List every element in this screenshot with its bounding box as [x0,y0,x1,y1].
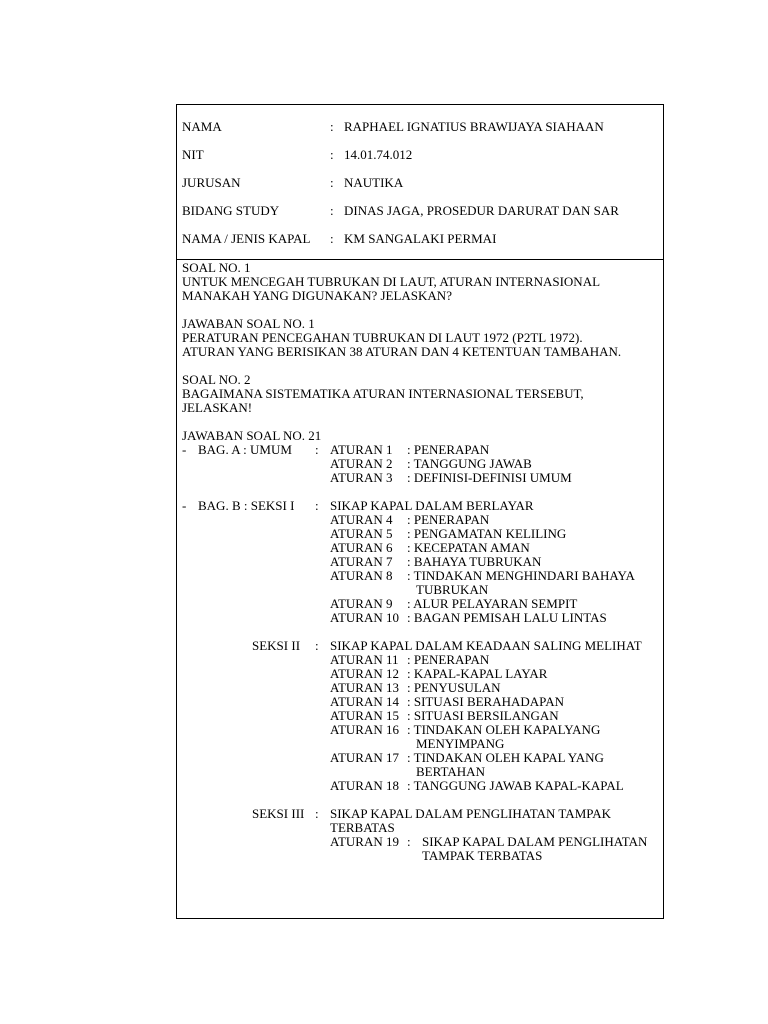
seksi-2-title: SIKAP KAPAL DALAM KEADAAN SALING MELIHAT [330,638,642,653]
rule-desc: : BAGAN PEMISAH LALU LINTAS [407,610,607,625]
rule-number: ATURAN 9 [330,596,393,611]
rule-number: ATURAN 7 [330,554,393,569]
rule-desc: : PENYUSULAN [407,680,501,695]
info-label: NIT [182,147,204,162]
rule-desc: : TINDAKAN OLEH KAPAL YANG [407,750,604,765]
soal-1-text: MANAKAH YANG DIGUNAKAN? JELASKAN? [182,288,452,303]
rule-number: ATURAN 10 [330,610,399,625]
rule-number: ATURAN 19 [330,834,399,849]
bag-b-colon: : [315,498,319,513]
rule-desc: : SITUASI BERAHADAPAN [407,694,564,709]
rule-desc: : DEFINISI-DEFINISI UMUM [407,470,572,485]
jawaban-2-title: JAWABAN SOAL NO. 21 [182,428,322,443]
list-dash: - [182,498,187,513]
seksi-3-title-cont: TERBATAS [330,820,395,835]
rule-desc: : ALUR PELAYARAN SEMPIT [407,596,578,611]
rule-desc: : TANGGUNG JAWAB KAPAL-KAPAL [407,778,624,793]
info-colon: : [330,119,334,134]
soal-1-title: SOAL NO. 1 [182,260,251,275]
seksi-2-label: SEKSI II [252,638,301,653]
rule-desc: SIKAP KAPAL DALAM PENGLIHATAN [422,834,648,849]
rule-number: ATURAN 15 [330,708,399,723]
rule-desc: : TANGGUNG JAWAB [407,456,532,471]
info-colon: : [330,203,334,218]
rule-number: ATURAN 14 [330,694,399,709]
rule-desc: : KECEPATAN AMAN [407,540,530,555]
info-label: BIDANG STUDY [182,203,280,218]
info-value: DINAS JAGA, PROSEDUR DARURAT DAN SAR [344,203,619,218]
rule-desc: : PENGAMATAN KELILING [407,526,567,541]
rule-desc: : KAPAL-KAPAL LAYAR [407,666,548,681]
soal-2-text: BAGAIMANA SISTEMATIKA ATURAN INTERNASIONAL TERSEBUT, [182,386,584,401]
bag-a-label: BAG. A : UMUM [198,442,292,457]
seksi-1-title: SIKAP KAPAL DALAM BERLAYAR [330,498,534,513]
seksi-2-colon: : [315,638,319,653]
info-label: JURUSAN [182,175,241,190]
rule-number: ATURAN 4 [330,512,393,527]
list-dash: - [182,442,187,457]
bag-a-colon: : [315,442,319,457]
document-page [176,104,664,919]
rule-desc: : BAHAYA TUBRUKAN [407,554,542,569]
info-label: NAMA / JENIS KAPAL [182,231,311,246]
info-value: KM SANGALAKI PERMAI [344,231,497,246]
rule-number: ATURAN 16 [330,722,399,737]
rule-desc-cont: TUBRUKAN [416,582,489,597]
seksi-3-title: SIKAP KAPAL DALAM PENGLIHATAN TAMPAK [330,806,612,821]
rule-desc: : PENERAPAN [407,442,490,457]
jawaban-1-text: ATURAN YANG BERISIKAN 38 ATURAN DAN 4 KETENTUAN TAMBAHAN. [182,344,622,359]
soal-2-text: JELASKAN! [182,400,253,415]
jawaban-1-text: PERATURAN PENCEGAHAN TUBRUKAN DI LAUT 1972 (P2TL 1972). [182,330,583,345]
rule-desc: : SITUASI BERSILANGAN [407,708,559,723]
soal-1-text: UNTUK MENCEGAH TUBRUKAN DI LAUT, ATURAN INTERNASIONAL [182,274,601,289]
rule-number: ATURAN 11 [330,652,399,667]
seksi-3-colon: : [315,806,319,821]
rule-desc: : PENERAPAN [407,652,490,667]
rule-number: ATURAN 12 [330,666,399,681]
info-label: NAMA [182,119,222,134]
rule-desc-cont: BERTAHAN [416,764,485,779]
rule-desc-cont: TAMPAK TERBATAS [422,848,543,863]
soal-2-title: SOAL NO. 2 [182,372,251,387]
bag-b-label: BAG. B : SEKSI I [198,498,295,513]
info-colon: : [330,147,334,162]
rule-number: ATURAN 3 [330,470,393,485]
info-value: RAPHAEL IGNATIUS BRAWIJAYA SIAHAAN [344,119,604,134]
seksi-3-label: SEKSI III [252,806,305,821]
info-colon: : [330,175,334,190]
info-value: NAUTIKA [344,175,404,190]
rule-desc: : PENERAPAN [407,512,490,527]
rule-desc-cont: MENYIMPANG [416,736,505,751]
info-colon: : [330,231,334,246]
rule-colon: : [407,834,411,849]
rule-number: ATURAN 8 [330,568,393,583]
rule-number: ATURAN 5 [330,526,393,541]
rule-number: ATURAN 6 [330,540,393,555]
jawaban-1-title: JAWABAN SOAL NO. 1 [182,316,315,331]
rule-number: ATURAN 1 [330,442,393,457]
rule-number: ATURAN 2 [330,456,393,471]
rule-desc: : TINDAKAN MENGHINDARI BAHAYA [407,568,635,583]
student-info-header [177,105,663,260]
rule-number: ATURAN 13 [330,680,399,695]
info-value: 14.01.74.012 [344,147,413,162]
rule-number: ATURAN 17 [330,750,399,765]
rule-number: ATURAN 18 [330,778,399,793]
rule-desc: : TINDAKAN OLEH KAPALYANG [407,722,601,737]
